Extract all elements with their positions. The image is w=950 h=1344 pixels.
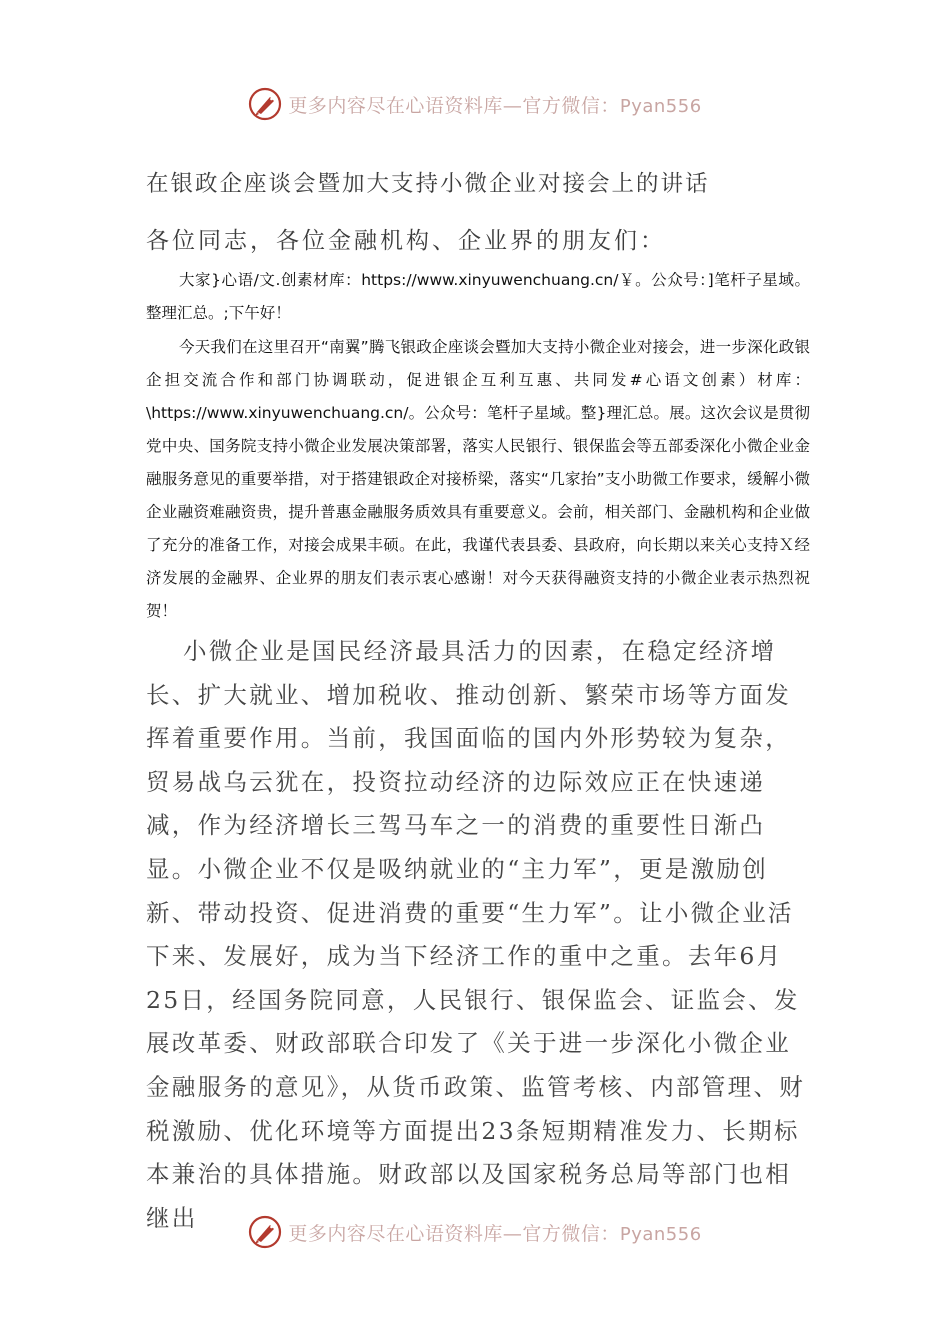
pen-nib-logo-icon	[248, 1215, 282, 1249]
salutation: 各位同志，各位金融机构、企业界的朋友们：	[146, 228, 666, 254]
top-banner	[0, 84, 950, 124]
paragraph: 小微企业是国民经济最具活力的因素，在稳定经济增长、扩大就业、增加税收、推动创新、繁荣市场等方面发挥着重要作用。当前，我国面临的国内外形势较为复杂，贸易战乌云犹在，投资拉动经济的边际效应正在快速递减，作为经济增长三驾马车之一的消费的重要性日渐凸显。小微企业不仅是吸纳就业的“主力军”，更是激励创新、带动投资、促进消费的重要“生力军”。让小微企业活下来、发展好，成为当下经济工作的重中之重。去年6月25日，经国务院同意，人民银行、银保监会、证监会、发展改革委、财政部联合印发了《关于进一步深化小微企业金融服务的意见》，从货币政策、监管考核、内部管理、财税激励、优化环境等方面提出23条短期精准发力、长期标本兼治的具体措施。财政部以及国家税务总局等部门也相继出	[146, 637, 806, 1232]
paragraph: 今天我们在这里召开“南翼”腾飞银政企座谈会暨加大支持小微企业对接会，进一步深化政银企担交流合作和部门协调联动，促进银企互利互惠、共同发#心语文创素）材库：\https://www.xinyuwenchuang.cn/。公众号：笔杆子星域。整}理汇总。展。这次会议是贯彻党中央、国务院支持小微企业发展决策部署，落实人民银行、银保监会等五部委深化小微企业金融服务意见的重要举措，对于搭建银政企对接桥梁，落实“几家抬”支小助微工作要求，缓解小微企业融资难融资贵，提升普惠金融服务质效具有重要意义。会前，相关部门、金融机构和企业做了充分的准备工作，对接会成果丰硕。在此，我谨代表县委、县政府，向长期以来关心支持Ｘ经济发展的金融界、企业界的朋友们表示衷心感谢！对今天获得融资支持的小微企业表示热烈祝贺！	[146, 338, 810, 620]
banner-text: 更多内容尽在心语资料库—官方微信：Pyan556	[288, 1222, 702, 1245]
intro-block	[146, 264, 810, 628]
wechat-id: Pyan556	[619, 95, 702, 117]
paragraph: 大家}心语/文.创素材库：https://www.xinyuwenchuang.cn/￥。公众号：]笔杆子星域。整理汇总。;下午好！	[146, 271, 810, 322]
main-block	[146, 630, 810, 1240]
bottom-banner	[0, 1212, 950, 1252]
wechat-id: Pyan556	[619, 1223, 702, 1245]
document-title: 在银政企座谈会暨加大支持小微企业对接会上的讲话	[146, 171, 710, 197]
pen-nib-logo-icon	[248, 87, 282, 121]
banner-text: 更多内容尽在心语资料库—官方微信：Pyan556	[288, 94, 702, 117]
